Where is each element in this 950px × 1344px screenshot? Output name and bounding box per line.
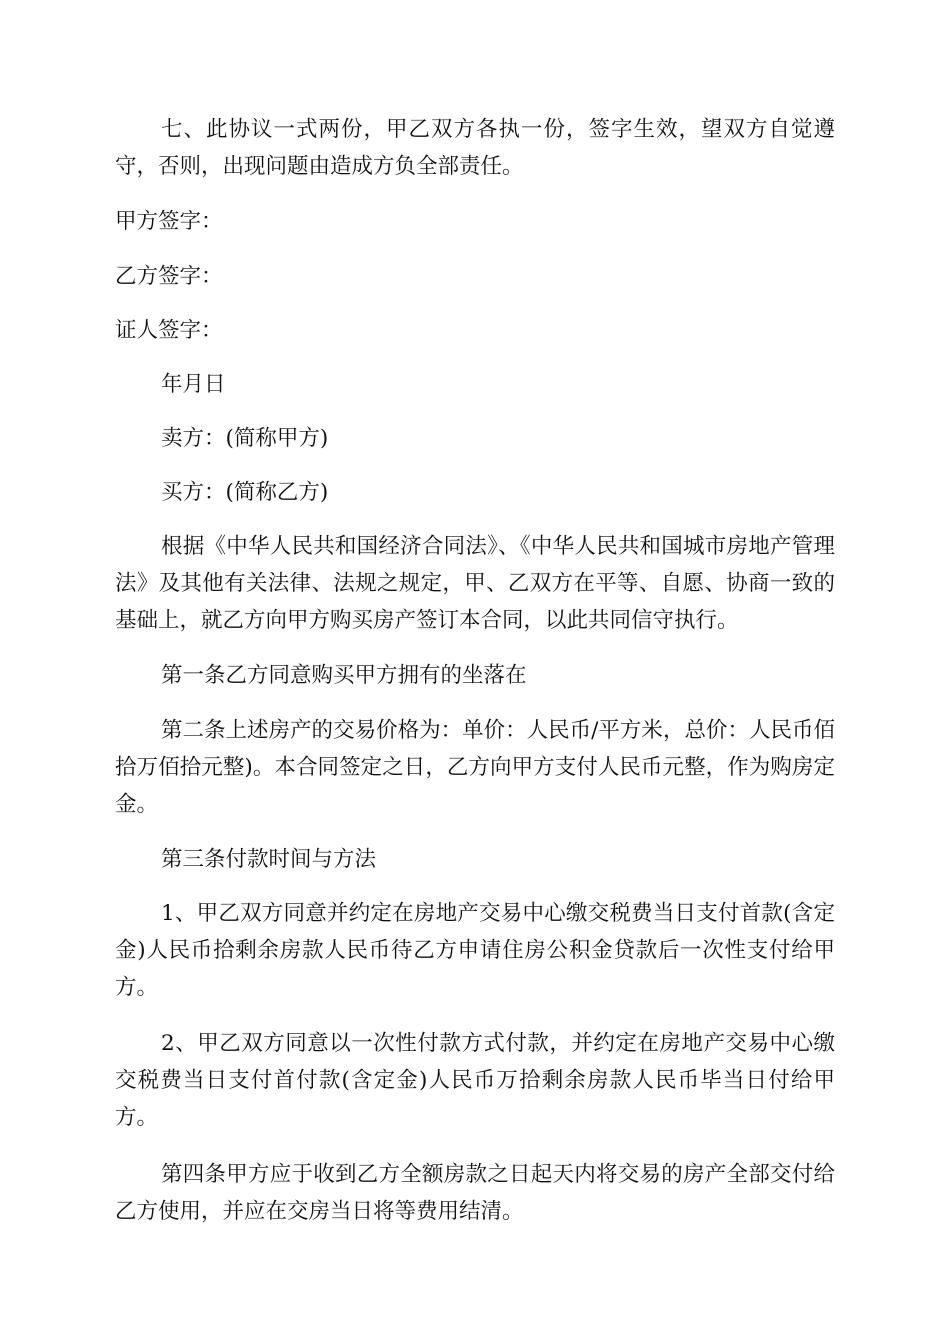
article-one-paragraph: 第一条乙方同意购买甲方拥有的坐落在 <box>161 663 527 688</box>
article-two-paragraph: 第二条上述房产的交易价格为：单价：人民币/平方米，总价：人民币佰拾万佰拾元整)。本合同签定之日，乙方向甲方支付人民币元整，作为购房定金。 <box>115 718 835 817</box>
party-a-signature-line: 甲方签字： <box>115 209 223 234</box>
witness-signature-line: 证人签字： <box>115 318 223 343</box>
date-line: 年月日 <box>161 372 226 397</box>
payment-method-two-paragraph: 2、甲乙双方同意以一次性付款方式付款，并约定在房地产交易中心缴交税费当日支付首付款(含定金)人民币万拾剩余房款人民币毕当日付给甲方。 <box>115 1031 835 1130</box>
buyer-line: 买方：(简称乙方) <box>161 480 329 505</box>
article-three-heading: 第三条付款时间与方法 <box>161 847 377 872</box>
payment-method-one-paragraph: 1、甲乙双方同意并约定在房地产交易中心缴交税费当日支付首款(含定金)人民币拾剩余房款人民币待乙方申请住房公积金贷款后一次性支付给甲方。 <box>115 901 835 1000</box>
preamble-paragraph: 根据《中华人民共和国经济合同法》、《中华人民共和国城市房地产管理法》及其他有关法律、法规之规定，甲、乙双方在平等、自愿、协商一致的基础上，就乙方向甲方购买房产签订本合同，以此共同信守执行。 <box>115 534 835 633</box>
clause-seven-paragraph: 七、此协议一式两份，甲乙双方各执一份，签字生效，望双方自觉遵守，否则，出现问题由造成方负全部责任。 <box>115 117 835 179</box>
party-b-signature-line: 乙方签字： <box>115 264 223 289</box>
article-four-paragraph: 第四条甲方应于收到乙方全额房款之日起天内将交易的房产全部交付给乙方使用，并应在交房当日将等费用结清。 <box>115 1162 835 1224</box>
seller-line: 卖方：(简称甲方) <box>161 426 329 451</box>
